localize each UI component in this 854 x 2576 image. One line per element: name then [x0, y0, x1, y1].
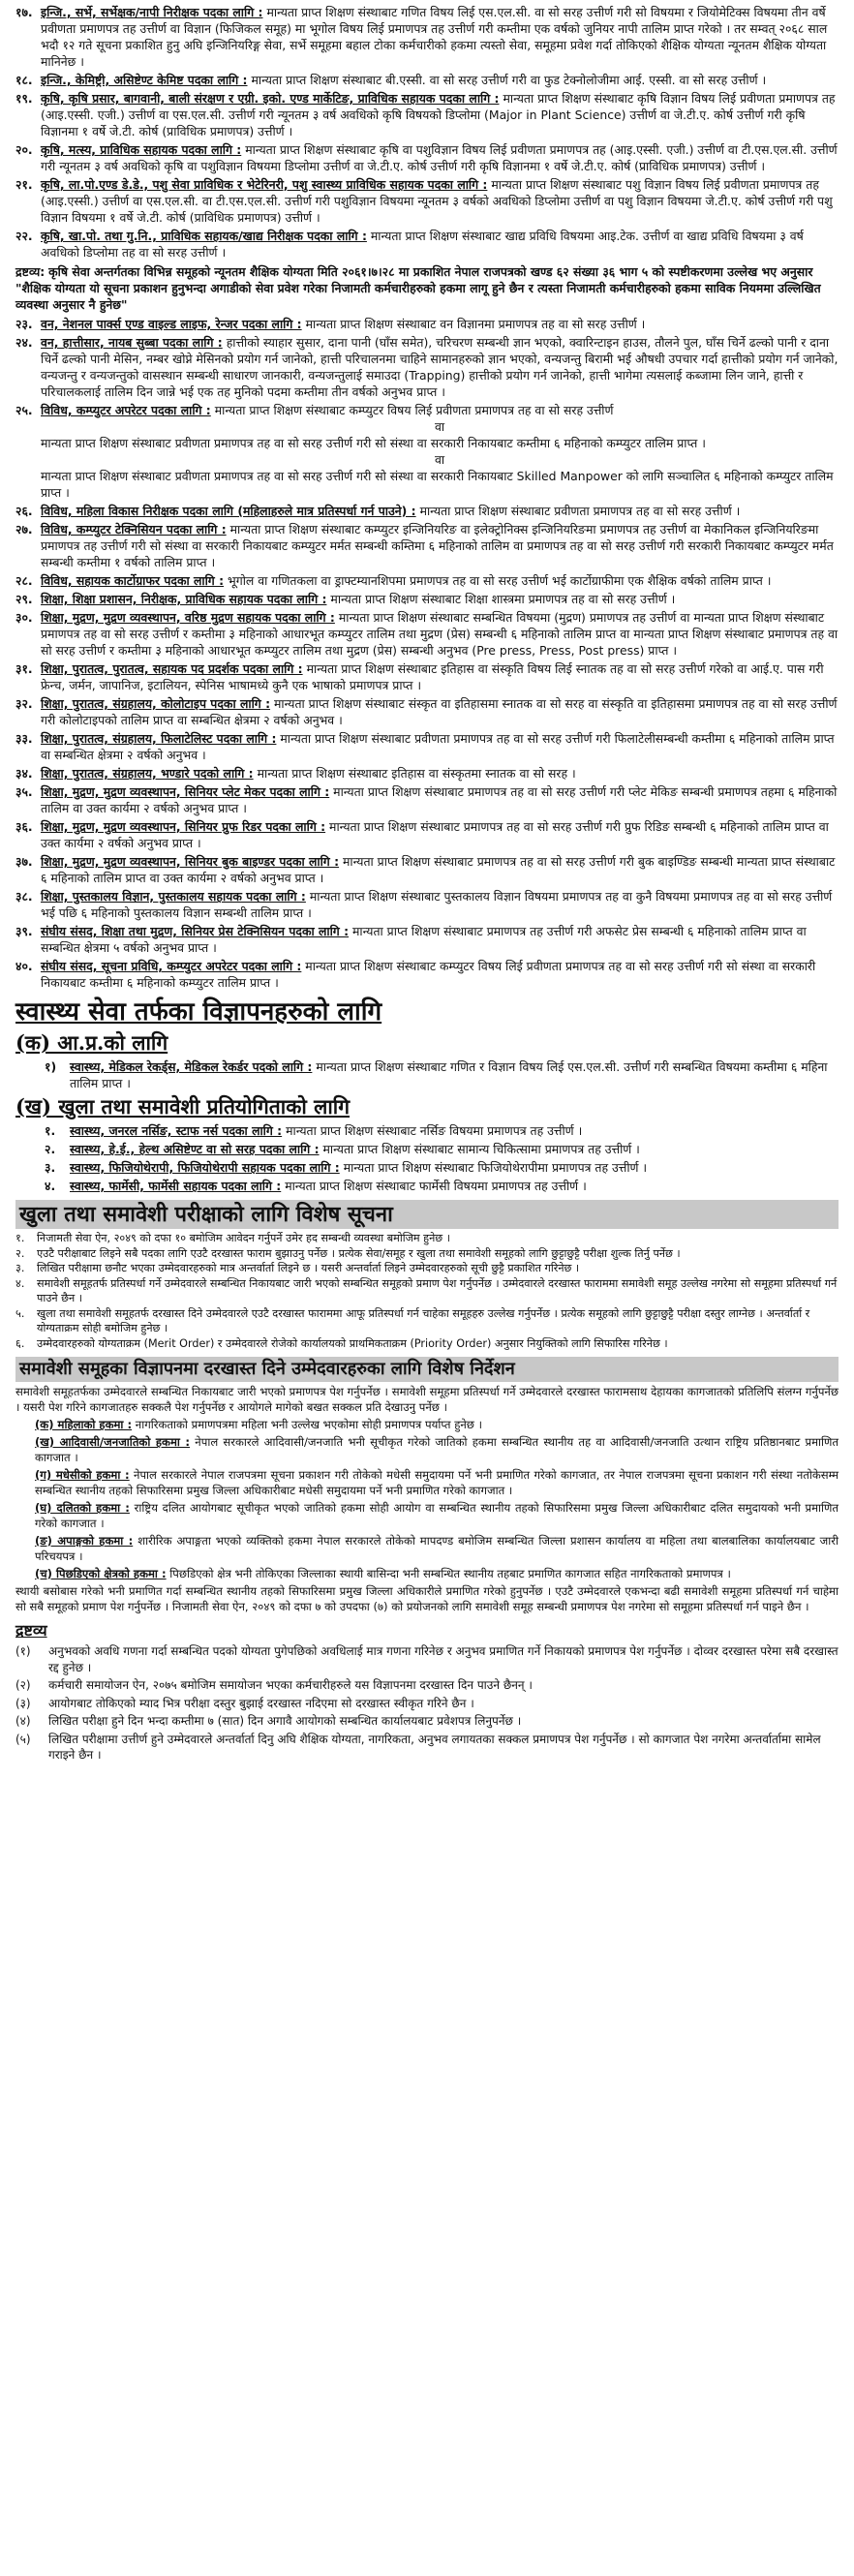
item-number: २२. — [15, 229, 33, 243]
instruction-text: नागरिकताको प्रमाणपत्रमा महिला भनी उल्लेख भएकोमा सोही प्रमाणपत्र पर्याप्त हुनेछ । — [135, 1418, 482, 1431]
special-notice-item — [15, 1231, 839, 1246]
qualification-item — [45, 1141, 839, 1157]
item-text — [41, 591, 839, 607]
item-title: स्वास्थ्य, फार्मेसी, फार्मेसी सहायक पदका लागि : — [70, 1179, 282, 1193]
item-text — [41, 90, 839, 139]
item-title: कृषि, खा.पो. तथा गु.नि., प्राविधिक सहायक/खाद्य निरीक्षक पदका लागि : — [41, 229, 367, 243]
instruction-item — [35, 1434, 839, 1465]
item-number: ३९. — [15, 924, 33, 938]
item-text — [41, 730, 839, 763]
instruction-item — [35, 1417, 839, 1432]
instruction-text: शारीरिक अपाङ्गता भएको व्यक्तिको हकमा नेपाल सरकारले तोकेको मापदण्ड बमोजिम सम्बन्धित जिल्ला प्रशासन कार्यालय वा महिला तथा बालबालिका कार्यालयबाट जारी परिचयपत्र । — [35, 1534, 839, 1563]
qualification-list-mid — [15, 316, 839, 991]
item-number: २०. — [15, 142, 33, 157]
item-title: कृषि, ला.पो.एण्ड डे.डे., पशु सेवा प्राविधिक र भेटेरिनरी, पशु स्वास्थ्य प्राविधिक सहायक पदका लागि : — [41, 177, 488, 192]
special-notice-item — [15, 1276, 839, 1306]
item-text: निजामती सेवा ऐन, २०४९ को दफा १० बमोजिम आवेदन गर्नुपर्ने उमेर हद सम्बन्धी व्यवस्था बमोजिम हुनेछ । — [37, 1232, 450, 1244]
qualification-item — [15, 503, 839, 519]
item-body: मान्यता प्राप्त शिक्षण संस्थाबाट कृषि वा पशुविज्ञान विषय लिई प्रवीणता प्रमाणपत्र तह (आइ.एस्सी. एजी.) उत्तीर्ण वा टी.एस.एल.सी. उत्तीर्ण गरी न्यूनतम ३ वर्ष अवधिको कृषि वा पशुविज्ञान विषयमा डिप्लोमा उत्तीर्ण वा जे.टी.ए. कोर्ष उत्तीर्ण गरी कृषि विज्ञानमा १ वर्षे जे.टी.ए. कोर्ष (प्राविधिक प्रमाणपत्र) उत्तीर्ण । — [41, 142, 838, 173]
item-title: शिक्षा, मुद्रण, मुद्रण व्यवस्थापन, वरिष्ठ मुद्रण सहायक पदका लागि : — [41, 610, 335, 625]
item-title: स्वास्थ्य, जनरल नर्सिङ, स्टाफ नर्स पदका लागि : — [70, 1123, 283, 1138]
item-text — [41, 923, 839, 956]
qualification-item — [15, 853, 839, 886]
item-text — [41, 765, 839, 782]
item-text — [41, 228, 839, 261]
remark-item — [15, 1643, 839, 1675]
item-alternative: मान्यता प्राप्त शिक्षण संस्थाबाट प्रवीणता प्रमाणपत्र तह वा सो सरह उत्तीर्ण गरी सो संस्था वा सरकारी निकायबाट Skilled Manpower को लागि सञ्चालित ६ महिनाको कम्प्युटर तालिम प्राप्त । — [41, 469, 834, 500]
item-number: २६. — [15, 504, 33, 518]
item-number: १) — [45, 1059, 57, 1074]
item-number: ५. — [15, 1306, 25, 1320]
qualification-item — [15, 316, 839, 332]
item-number: १८. — [15, 73, 33, 87]
item-title: इन्जि., केमिष्ट्री, असिष्टेण्ट केमिष्ट पदका लागि : — [41, 73, 248, 87]
qualification-list-top — [15, 4, 839, 261]
item-text — [70, 1058, 839, 1091]
item-text: समावेशी समूहतर्फ प्रतिस्पर्धा गर्ने उम्मेदवारले सम्बन्धित निकायबाट जारी भएको सम्बन्धित समूहको प्रमाण पेश गर्नुपर्नेछ । उम्मेदवारले दरखास्त फाराममा समावेशी समूह उल्लेख नगरेमा सो समूहमा प्रतिस्पर्धा गर्न पाउने छैन । — [37, 1276, 838, 1304]
item-body: मान्यता प्राप्त शिक्षण संस्थाबाट फिजियोथेरापीमा प्रमाणपत्र तह उत्तीर्ण । — [343, 1160, 648, 1175]
item-text — [70, 1159, 839, 1176]
item-title: शिक्षा, मुद्रण, मुद्रण व्यवस्थापन, सिनियर प्लेट मेकर पदका लागि : — [41, 784, 330, 799]
qualification-item — [15, 334, 839, 400]
item-number: १९. — [15, 91, 33, 106]
item-number: (४) — [15, 1714, 31, 1728]
qualification-item — [15, 818, 839, 851]
item-text — [41, 783, 839, 816]
remark-item — [15, 1713, 839, 1730]
item-title: कृषि, मत्स्य, प्राविधिक सहायक पदका लागि : — [41, 142, 242, 157]
item-text — [70, 1178, 839, 1194]
item-title: विविध, महिला विकास निरीक्षक पदका लागि (महिलाहरुले मात्र प्रतिस्पर्धा गर्न पाउने) : — [41, 504, 416, 518]
item-body: मान्यता प्राप्त शिक्षण संस्थाबाट कम्प्युटर विषय लिई प्रवीणता प्रमाणपत्र तह वा सो सरह उत्तीर्ण — [214, 403, 614, 417]
item-title: स्वास्थ्य, मेडिकल रेकर्ड्स, मेडिकल रेकर्डर पदको लागि : — [70, 1059, 313, 1074]
item-body: मान्यता प्राप्त शिक्षण संस्थाबाट नर्सिङ विषयमा प्रमाणपत्र तह उत्तीर्ण । — [286, 1123, 583, 1138]
qualification-item — [15, 695, 839, 728]
item-number: २५. — [15, 403, 33, 417]
instruction-label: (ङ) अपाङ्गको हकमा : — [35, 1534, 134, 1548]
item-text — [41, 609, 839, 659]
item-number: २. — [45, 1142, 56, 1156]
qualification-item — [15, 90, 839, 139]
item-text — [70, 1122, 839, 1139]
health-internal-list — [15, 1058, 839, 1091]
item-title: स्वास्थ्य, हे.ई., हेल्थ असिष्टेण्ट वा सो सरह पदका लागि : — [70, 1142, 320, 1156]
qualification-item — [45, 1178, 839, 1194]
item-number: १७. — [15, 5, 33, 19]
or-separator: वा — [434, 419, 445, 434]
item-number: ३२. — [15, 696, 33, 711]
item-number: ६. — [15, 1336, 25, 1350]
item-text — [41, 141, 839, 174]
qualification-item — [15, 591, 839, 607]
item-body: मान्यता प्राप्त शिक्षण संस्थाबाट खाद्य प्रविधि विषयमा आइ.टेक. उत्तीर्ण वा खाद्य प्रविधि विषयमा ३ वर्ष अवधिको डिप्लोमा तह वा सो सरह उत्तीर्ण । — [41, 229, 804, 260]
instruction-label: (ग) मधेसीको हकमा : — [35, 1468, 130, 1482]
item-body: मान्यता प्राप्त शिक्षण संस्थाबाट बी.एस्सी. वा सो सरह उत्तीर्ण गरी वा फुड टेक्नोलोजीमा आई. एस्सी. वा सो सरह उत्तीर्ण । — [251, 73, 767, 87]
item-text — [41, 72, 839, 88]
item-body: मान्यता प्राप्त शिक्षण संस्थाबाट शिक्षा शास्त्रमा प्रमाणपत्र तह वा सो सरह उत्तीर्ण । — [330, 592, 676, 606]
qualification-item — [15, 228, 839, 261]
item-title: कृषि, कृषि प्रसार, बागवानी, बाली संरक्षण र एग्री. इको. एण्ड मार्केटिङ, प्राविधिक सहायक पदका लागि : — [41, 91, 500, 106]
item-text: उम्मेदवारहरुको योग्यताक्रम (Merit Order) र उम्मेदवारले रोजेको कार्यालयको प्राथमिकताक्रम (Priority Order) अनुसार नियुक्तिको लागि सिफारिस गरिनेछ । — [37, 1336, 668, 1350]
item-title: शिक्षा, मुद्रण, मुद्रण व्यवस्थापन, सिनियर बुक बाइण्डर पदका लागि : — [41, 854, 340, 869]
item-title: विविध, कम्प्युटर टेक्निसियन पदका लागि : — [41, 522, 227, 537]
item-body: मान्यता प्राप्त शिक्षण संस्थाबाट कम्प्युटर विषय लिई प्रवीणता प्रमाणपत्र तह वा सो सरह उत्तीर्ण गरी सो संस्था वा सरकारी निकायबाट कम्तीमा ६ महिनाको कम्प्युटर तालिम प्राप्त । — [41, 959, 816, 990]
health-subheading-internal: (क) आ.प्र.को लागि — [15, 1030, 168, 1055]
item-title: शिक्षा, मुद्रण, मुद्रण व्यवस्थापन, सिनियर प्रुफ रिडर पदका लागि : — [41, 819, 326, 834]
special-notice-list — [15, 1231, 839, 1351]
item-title: वन, नेशनल पार्क्स एण्ड वाइल्ड लाइफ, रेन्जर पदका लागि : — [41, 317, 302, 331]
instruction-label: (च) पिछडिएको क्षेत्रको हकमा : — [35, 1567, 167, 1580]
item-title: शिक्षा, पुरातत्व, संग्रहालय, भण्डारे पदको लागि : — [41, 766, 254, 781]
item-number: (२) — [15, 1678, 31, 1692]
remark-item — [15, 1732, 839, 1763]
item-number: ३. — [15, 1262, 25, 1274]
item-body: मान्यता प्राप्त शिक्षण संस्थाबाट पुस्तकालय विज्ञान विषयमा प्रमाणपत्र तह वा कुनै विषयमा प्रमाणपत्र तह वा सो सरह उत्तीर्ण भई पछि ६ महिनाको पुस्तकालय विज्ञान सम्बन्धी तालिम प्राप्त । — [41, 889, 833, 920]
special-notice-item — [15, 1246, 839, 1262]
special-notice-heading: खुला तथा समावेशी परीक्षाको लागि विशेष सूचना — [15, 1200, 839, 1229]
item-title: शिक्षा, पुरातत्व, संग्रहालय, कोलोटाइप पदका लागि : — [41, 696, 271, 711]
item-text: एउटै परीक्षाबाट लिइने सबै पदका लागि एउटै दरखास्त फाराम बुझाउनु पर्नेछ । प्रत्येक सेवा/समूह र खुला तथा समावेशी समूहको लागि छुट्टाछुट्टै परीक्षा शुल्क तिर्नु पर्नेछ । — [37, 1246, 681, 1260]
note-label: द्रष्टव्य: — [15, 264, 46, 279]
instruction-item — [35, 1533, 839, 1564]
remarks-heading: द्रष्टव्य — [15, 1621, 47, 1640]
item-title: वन, हात्तीसार, नायब सुब्बा पदका लागि : — [41, 335, 223, 350]
item-number: ३३. — [15, 731, 33, 746]
instruction-text: पिछडिएको क्षेत्र भनी तोकिएका जिल्लाका स्थायी बासिन्दा भनी सम्बन्धित स्थानीय तहबाट प्रमाणित कागजात सहित नागरिकताको प्रमाणपत्र । — [169, 1567, 731, 1580]
item-body: भूगोल वा गणितकला वा ड्राफ्टम्यानशिपमा प्रमाणपत्र तह वा सो सरह उत्तीर्ण भई कार्टोग्राफीमा एक शैक्षिक वर्षको तालिम प्राप्त । — [228, 573, 772, 588]
item-number: ३४. — [15, 766, 33, 781]
item-number: २८. — [15, 573, 33, 588]
instruction-text: नेपाल सरकारले नेपाल राजपत्रमा सूचना प्रकाशन गरी तोकेको मधेसी समुदायमा पर्ने भनी प्रमाणित गरेको कागजात, तर नेपाल राजपत्रमा सूचना प्रकाशन गरी संस्था नतोकेसम्म सम्बन्धित स्थानीय तहको सिफारिसमा प्रमुख जिल्ला अधिकारीबाट मधेसी समुदायमा पर्ने भनी प्रमाणित गरेको कागजात । — [35, 1468, 839, 1497]
item-title: शिक्षा, पुरातत्व, पुरातत्व, सहायक पद प्रदर्शक पदका लागि : — [41, 661, 303, 676]
item-number: २४. — [15, 335, 33, 350]
remarks-list — [15, 1643, 839, 1763]
item-number: ३. — [45, 1160, 56, 1175]
item-text — [41, 316, 839, 332]
item-text — [41, 888, 839, 921]
qualification-item — [15, 730, 839, 763]
qualification-item — [45, 1122, 839, 1139]
item-body: मान्यता प्राप्त शिक्षण संस्थाबाट गणित र विज्ञान विषय लिई एस.एल.सी. उत्तीर्ण गरी सम्बन्धित विषयमा कम्तीमा ६ महिना तालिम प्राप्त । — [70, 1059, 828, 1090]
qualification-item — [15, 402, 839, 501]
notice-page — [8, 0, 846, 1763]
item-number: ४०. — [15, 959, 33, 973]
item-body: मान्यता प्राप्त शिक्षण संस्थाबाट सम्बन्धित विषयमा (मुद्रण) प्रमाणपत्र तह उत्तीर्ण वा मान्यता प्राप्त शिक्षण संस्थाबाट प्रमाणपत्र तह वा सो सरह उत्तीर्ण र कम्तीमा ३ महिनाको आधारभूत कम्प्युटर तालिम तथा मुद्रण (प्रेस) सम्बन्धी ६ महिनाको तालिम प्राप्त वा मान्यता प्राप्त शिक्षण संस्थाबाट प्रमाणपत्र तह वा सो सरह उत्तीर्ण र कम्तीमा ३ महिनाको आधारभूत कम्प्युटर तालिम तथा मुद्रण (प्रेस) सम्बन्धी अनुभव (Pre press, Press, Post press) प्राप्त । — [41, 610, 839, 658]
instruction-intro: समावेशी समूहतर्फका उम्मेदवारले सम्बन्धित निकायबाट जारी भएको प्रमाणपत्र पेश गर्नुपर्नेछ । समावेशी समूहमा प्रतिस्पर्धा गर्ने उम्मेदवारले दरखास्त फारामसाथ देहायका कागजातको प्रतिलिपि संलग्न गर्नुपर्नेछ । यसरी पेश गरिने कागजातहरु सक्कलै पेश गर्नुपर्नेछ र आयोगले मागेको बखत सक्कल प्रति देखाउनु पर्नेछ । — [15, 1385, 839, 1414]
instruction-closing: स्थायी बसोबास गरेको भनी प्रमाणित गर्दा सम्बन्धित स्थानीय तहको सिफारिसमा प्रमुख जिल्ला अधिकारीले प्रमाणित गरेको हुनुपर्नेछ । एउटै उम्मेदवारले एकभन्दा बढी समावेशी समूहमा प्रतिस्पर्धा गर्न चाहेमा सो सबै समूहको प्रमाण पेश गर्नुपर्नेछ । निजामती सेवा ऐन, २०४९ को दफा ७ को उपदफा (७) को प्रयोजनको लागि समावेशी समूह सम्बन्धी प्रमाणपत्र पेश नगरेमा सो समूहमा प्रतिस्पर्धा गर्न पाइने छैन । — [15, 1584, 839, 1613]
item-text: खुला तथा समावेशी समूहतर्फ दरखास्त दिने उम्मेदवारले एउटै दरखास्त फाराममा आफू प्रतिस्पर्धा गर्न चाहेका समूहहरु उल्लेख गर्नुपर्नेछ । प्रत्येक समूहको लागि छुट्टाछुट्टै परीक्षा दस्तुर लाग्नेछ । अन्तर्वार्ता र योग्यताक्रम सोही बमोजिम हुनेछ । — [37, 1306, 810, 1334]
qualification-item — [15, 609, 839, 659]
qualification-item — [15, 958, 839, 991]
item-text — [41, 334, 839, 400]
item-text: लिखित परीक्षा हुने दिन भन्दा कम्तीमा ७ (सात) दिन अगावै आयोगको सम्बन्धित कार्यालयबाट प्रवेशपत्र लिनुपर्नेछ । — [48, 1714, 522, 1728]
qualification-item — [15, 783, 839, 816]
qualification-item — [15, 660, 839, 693]
item-text — [41, 176, 839, 226]
qualification-item — [15, 72, 839, 88]
item-body: मान्यता प्राप्त शिक्षण संस्थाबाट प्रवीणता प्रमाणपत्र तह वा सो सरह उत्तीर्ण गरी फिलाटेलीसम्बन्धी कम्तीमा ६ महिनाको तालिम प्राप्त वा सम्बन्धित क्षेत्रमा २ वर्षको अनुभव । — [41, 731, 835, 762]
item-title: शिक्षा, शिक्षा प्रशासन, निरीक्षक, प्राविधिक सहायक पदका लागि : — [41, 592, 327, 606]
qualification-item — [15, 765, 839, 782]
health-open-list — [15, 1122, 839, 1194]
note-paragraph — [15, 263, 839, 313]
item-text: लिखित परीक्षामा छनौट भएका उम्मेदवारहरुको मात्र अन्तर्वार्ता लिइने छ । यसरी अन्तर्वार्ता लिइने उम्मेदवारहरुको सूची छुट्टै प्रकाशित गरिनेछ । — [37, 1262, 580, 1274]
item-number: ४. — [15, 1276, 25, 1290]
item-number: १. — [45, 1123, 56, 1138]
health-subheading-open: (ख) खुला तथा समावेशी प्रतियोगिताको लागि — [15, 1094, 351, 1119]
instruction-item — [35, 1467, 839, 1498]
item-text — [41, 660, 839, 693]
remark-item — [15, 1677, 839, 1694]
item-body: मान्यता प्राप्त शिक्षण संस्थाबाट कृषि विज्ञान विषय लिई प्रवीणता प्रमाणपत्र तह (आइ.एस्सी. एजी.) उत्तीर्ण वा एस.एल.सी. उत्तीर्ण गरी न्यूनतम ३ वर्ष अवधिको कृषि विषयको डिप्लोमा (Major in Plant Science) उत्तीर्ण वा जे.टी.ए. कोर्ष उत्तीर्ण गरी कृषि विज्ञानमा १ वर्षे जे.टी. कोर्ष (प्राविधिक प्रमाणपत्र) उत्तीर्ण । — [41, 91, 836, 138]
special-notice-item — [15, 1336, 839, 1352]
instruction-label: (क) महिलाको हकमा : — [35, 1418, 133, 1431]
special-notice-item — [15, 1306, 839, 1336]
item-number: (५) — [15, 1732, 31, 1746]
instruction-item — [35, 1500, 839, 1531]
item-number: २१. — [15, 177, 33, 192]
item-text — [41, 4, 839, 70]
item-body: मान्यता प्राप्त शिक्षण संस्थाबाट संस्कृत वा इतिहासमा स्नातक वा सो सरह वा संस्कृति वा इतिहासमा प्रमाणपत्र तह वा सो सरह उत्तीर्ण गरी कोलोटाइपको तालिम प्राप्त वा सम्बन्धित क्षेत्रमा २ वर्षको अनुभव । — [41, 696, 838, 727]
item-text: कर्मचारी समायोजन ऐन, २०७५ बमोजिम समायोजन भएका कर्मचारीहरुले यस विज्ञापनमा दरखास्त दिन पाउने छैनन् । — [48, 1678, 533, 1692]
item-text — [41, 503, 839, 519]
qualification-item — [15, 572, 839, 589]
item-body: मान्यता प्राप्त शिक्षण संस्थाबाट प्रमाणपत्र तह वा सो सरह उत्तीर्ण गरी प्लेट मेकिङ सम्बन्धी प्रमाणपत्र तहमा ६ महिनाको तालिम वा उक्त कार्यमा २ वर्षको अनुभव प्राप्त । — [41, 784, 838, 815]
item-body: मान्यता प्राप्त शिक्षण संस्थाबाट प्रवीणता प्रमाणपत्र तह वा सो सरह उत्तीर्ण । — [419, 504, 741, 518]
item-text — [41, 695, 839, 728]
qualification-item — [15, 141, 839, 174]
item-number: ३८. — [15, 889, 33, 904]
item-text — [41, 818, 839, 851]
item-text — [41, 853, 839, 886]
special-notice-item — [15, 1261, 839, 1276]
item-text — [70, 1141, 839, 1157]
item-title: इन्जि., सर्भे, सर्भेक्षक/नापी निरीक्षक पदका लागि : — [41, 5, 263, 19]
item-body: मान्यता प्राप्त शिक्षण संस्थाबाट इतिहास वा संस्कृतमा स्नातक वा सो सरह । — [257, 766, 576, 781]
qualification-item — [45, 1159, 839, 1176]
item-title: विविध, कम्प्युटर अपरेटर पदका लागि : — [41, 403, 211, 417]
item-text: लिखित परीक्षामा उत्तीर्ण हुने उम्मेदवारले अन्तर्वार्ता दिनु अघि शैक्षिक योग्यता, नागरिकता, अनुभव लगायतका सक्कल प्रमाणपत्र पेश गर्नुपर्नेछ । सो कागजात पेश नगरेमा अन्तर्वार्तामा सामेल गराइने छैन । — [48, 1732, 821, 1762]
instruction-label: (घ) दलितको हकमा : — [35, 1501, 130, 1515]
instruction-list — [15, 1417, 839, 1581]
item-body: मान्यता प्राप्त शिक्षण संस्थाबाट प्रमाणपत्र तह वा सो सरह उत्तीर्ण गरी प्रुफ रिडिङ सम्बन्धी ६ महिनाको तालिम प्राप्त वा उक्त कार्यमा २ वर्षको अनुभव प्राप्त । — [41, 819, 829, 850]
item-number: (१) — [15, 1644, 31, 1658]
item-number: १. — [15, 1232, 25, 1244]
or-separator: वा — [434, 452, 445, 467]
item-number: (३) — [15, 1696, 31, 1710]
item-number: ३०. — [15, 610, 33, 625]
remark-item — [15, 1696, 839, 1712]
item-body: मान्यता प्राप्त शिक्षण संस्थाबाट वन विज्ञानमा प्रमाणपत्र तह वा सो सरह उत्तीर्ण । — [305, 317, 646, 331]
item-body: मान्यता प्राप्त शिक्षण संस्थाबाट प्रमाणपत्र तह उत्तीर्ण गरी अफसेट प्रेस सम्बन्धी ६ महिनाको तालिम प्राप्त वा सम्बन्धित क्षेत्रमा ५ वर्षको अनुभव प्राप्त । — [41, 924, 807, 955]
instruction-item — [35, 1566, 839, 1581]
item-number: ३५. — [15, 784, 33, 799]
item-text — [41, 958, 839, 991]
item-body: मान्यता प्राप्त शिक्षण संस्थाबाट प्रमाणपत्र तह वा सो सरह उत्तीर्ण गरी बुक बाइण्डिङ सम्बन्धी मान्यता प्राप्त संस्थाबाट ६ महिनाको तालिम प्राप्त वा उक्त कार्यमा २ वर्षको अनुभव प्राप्त । — [41, 854, 836, 885]
item-number: २. — [15, 1246, 25, 1260]
item-body: मान्यता प्राप्त शिक्षण संस्थाबाट इतिहास वा संस्कृति विषय लिई स्नातक तह वा सो सरह उत्तीर्ण गरेको वा आई.ए. पास गरी फ्रेन्च, जर्मन, जापानिज, इटालियन, स्पेनिस भाषामध्ये कुनै एक भाषाको प्रमाणपत्र प्राप्त । — [41, 661, 824, 692]
instruction-text: नेपाल सरकारले आदिवासी/जनजाति भनी सूचीकृत गरेको जातिको हकमा सम्बन्धित स्थानीय तह वा आदिवासी/जनजाति उत्थान राष्ट्रिय प्रतिष्ठानबाट प्रमाणित कागजात । — [35, 1435, 839, 1464]
qualification-item — [15, 923, 839, 956]
item-number: ३७. — [15, 854, 33, 869]
item-text: आयोगबाट तोकिएको म्याद भित्र परीक्षा दस्तुर बुझाई दरखास्त नदिएमा सो दरखास्त स्वीकृत गरिने छैन । — [48, 1696, 474, 1710]
instruction-heading: समावेशी समूहका विज्ञापनमा दरखास्त दिने उम्मेदवारहरुका लागि विशेष निर्देशन — [15, 1357, 839, 1382]
item-body: मान्यता प्राप्त शिक्षण संस्थाबाट पशु विज्ञान विषय लिई प्रवीणता प्रमाणपत्र तह (आइ.एस्सी.) उत्तीर्ण वा एस.एल.सी. वा टी.एस.एल.सी. उत्तीर्ण गरी पशुविज्ञान विषयमा न्यूनतम ३ वर्षको अवधिको डिप्लोमा उत्तीर्ण वा पशु विज्ञान विषयमा जे.टी.ए. कोर्ष उत्तीर्ण गरी पशु विज्ञान विषयमा १ वर्षे जे.टी. कोर्ष (प्राविधिक प्रमाणपत्र) उत्तीर्ण । — [41, 177, 833, 225]
note-text: कृषि सेवा अन्तर्गतका विभिन्न समूहको न्यूनतम शैक्षिक योग्यता मिति २०६१।७।२८ मा प्रकाशित नेपाल राजपत्रको खण्ड ६२ संख्या ३६ भाग ५ को स्पष्टीकरणमा उल्लेख भए अनुसार "शैक्षिक योग्यता यो सूचना प्रकाशन हुनुभन्दा अगाडीको सेवा प्रवेश गरेका निजामती कर्मचारीहरुको हकमा लागू हुने छैन र त्यस्ता निजामती कर्मचारीहरुको हकमा साविक नियममा उल्लिखित व्यवस्था अनुसार नै हुनेछ" — [15, 264, 821, 312]
item-title: संघीय संसद, शिक्षा तथा मुद्रण, सिनियर प्रेस टेक्निसियन पदका लागि : — [41, 924, 350, 938]
qualification-item — [15, 4, 839, 70]
item-title: स्वास्थ्य, फिजियोथेरापी, फिजियोथेरापी सहायक पदका लागि : — [70, 1160, 340, 1175]
item-title: शिक्षा, पुरातत्व, संग्रहालय, फिलाटेलिस्ट पदका लागि : — [41, 731, 277, 746]
instruction-text: राष्ट्रिय दलित आयोगबाट सूचीकृत भएको जातिको हकमा सोही आयोग वा सम्बन्धित स्थानीय तहको सिफारिसमा प्रमुख जिल्ला अधिकारीबाट दलित समुदायको भनी प्रमाणित गरेको कागजात । — [35, 1501, 839, 1530]
item-text — [41, 572, 839, 589]
qualification-item — [15, 176, 839, 226]
item-number: ३६. — [15, 819, 33, 834]
item-text — [41, 402, 839, 501]
qualification-item — [15, 888, 839, 921]
item-body: मान्यता प्राप्त शिक्षण संस्थाबाट फार्मेसी विषयमा प्रमाणपत्र तह उत्तीर्ण । — [285, 1179, 587, 1193]
item-number: ४. — [45, 1179, 56, 1193]
item-title: विविध, सहायक कार्टोग्राफर पदका लागि : — [41, 573, 225, 588]
item-number: २७. — [15, 522, 33, 537]
item-body: मान्यता प्राप्त शिक्षण संस्थाबाट गणित विषय लिई एस.एल.सी. वा सो सरह उत्तीर्ण गरी सो विषयमा र जियोमेटिक्स विषयमा तीन वर्षे प्रवीणता प्रमाणपत्र तह उत्तीर्ण वा विज्ञान (फिजिकल समूह) मा भूगोल विषय लिई प्रमाणपत्र तह उत्तीर्ण गरी कम्तीमा एक वर्षको जुनियर नापी तालिम प्राप्त गरेको । तर सम्वत् २०६८ साल भदौ १२ गते सूचना प्रकाशित हुनु अघि इन्जिनियरिङ्ग सेवा, सर्भे समूहमा बहाल टोका कर्मचारीको हकमा त्यस्तो सेवा, समूहमा प्रवेश गर्दा तोकिएको शैक्षिक योग्यता न्यूनतम शैक्षिक योग्यता मानिनेछ । — [41, 5, 828, 69]
item-body: हात्तीको स्याहार सुसार, दाना पानी (घाँस समेत), चरिचरण सम्बन्धी ज्ञान भएको, क्वारिन्टाइन हाउस, तौलने पुल, घाँस चिर्ने ढल्को पानी र दाना चिर्ने ढल्को पानी मेसिन, नम्बर खोप्ने मेसिनको प्रयोग गर्न जानेको, हात्ती परिचालनमा चाहिने सामानहरुको ज्ञान भएको, वन्यजन्तु बिरामी भई औषधी उपचार गर्दा हात्तीको प्रयोग गर्न जानेको, वन्यजन्तु र वन्यजन्तुको वासस्थान सम्बन्धी साधारण जानकारी, वन्यजन्तुलाई समाउदा (Trapping) हात्तीको प्रयोग गर्न जानेको, हात्ती भागेमा त्यसलाई कब्जामा लिन जाने, हात्ती र परिचालकलाई तालिम दिन जान्ने भई एक तह मुनिको पदमा कम्तीमा तीन वर्षको अनुभव प्राप्त । — [41, 335, 839, 399]
item-title: शिक्षा, पुस्तकालय विज्ञान, पुस्तकालय सहायक पदका लागि : — [41, 889, 306, 904]
item-number: २३. — [15, 317, 33, 331]
qualification-item — [45, 1058, 839, 1091]
qualification-item — [15, 521, 839, 570]
item-number: ३१. — [15, 661, 33, 676]
item-text — [41, 521, 839, 570]
item-number: २९. — [15, 592, 33, 606]
item-alternative: मान्यता प्राप्त शिक्षण संस्थाबाट प्रवीणता प्रमाणपत्र तह वा सो सरह उत्तीर्ण गरी सो संस्था वा सरकारी निकायबाट कम्तीमा ६ महिनाको कम्प्युटर तालिम प्राप्त । — [41, 436, 706, 450]
health-heading: स्वास्थ्य सेवा तर्फका विज्ञापनहरुको लागि — [15, 997, 382, 1027]
instruction-label: (ख) आदिवासी/जनजातिको हकमा : — [35, 1435, 191, 1449]
item-body: मान्यता प्राप्त शिक्षण संस्थाबाट कम्प्युटर इन्जिनियरिङ वा इलेक्ट्रोनिक्स इन्जिनियरिङमा प्रमाणपत्र तह उत्तीर्ण वा मेकानिकल इन्जिनियरिङमा प्रमाणपत्र तह उत्तीर्ण गरी सो संस्था वा सरकारी निकायबाट कम्प्युटर मर्मत सम्बन्धी कम्तिमा ६ महिनाको तालिम वा प्रमाणपत्र तह वा सो सरह उत्तीर्ण गरी सरकारी निकायबाट कम्प्युटर मर्मत सम्बन्धी कम्तीमा १ वर्षको तालिम प्राप्त । — [41, 522, 834, 569]
item-title: संघीय संसद, सूचना प्रविधि, कम्प्युटर अपरेटर पदका लागि : — [41, 959, 302, 973]
item-text: अनुभवको अवधि गणना गर्दा सम्बन्धित पदको योग्यता पुगेपछिको अवधिलाई मात्र गणना गरिनेछ र अनुभव प्रमाणित गर्ने निकायको प्रमाणपत्र पेश गर्नुपर्नेछ । दोव्वर दरखास्त परेमा सबै दरखास्त रद्द हुनेछ । — [48, 1644, 839, 1674]
item-body: मान्यता प्राप्त शिक्षण संस्थाबाट सामान्य चिकित्सामा प्रमाणपत्र तह उत्तीर्ण । — [322, 1142, 640, 1156]
